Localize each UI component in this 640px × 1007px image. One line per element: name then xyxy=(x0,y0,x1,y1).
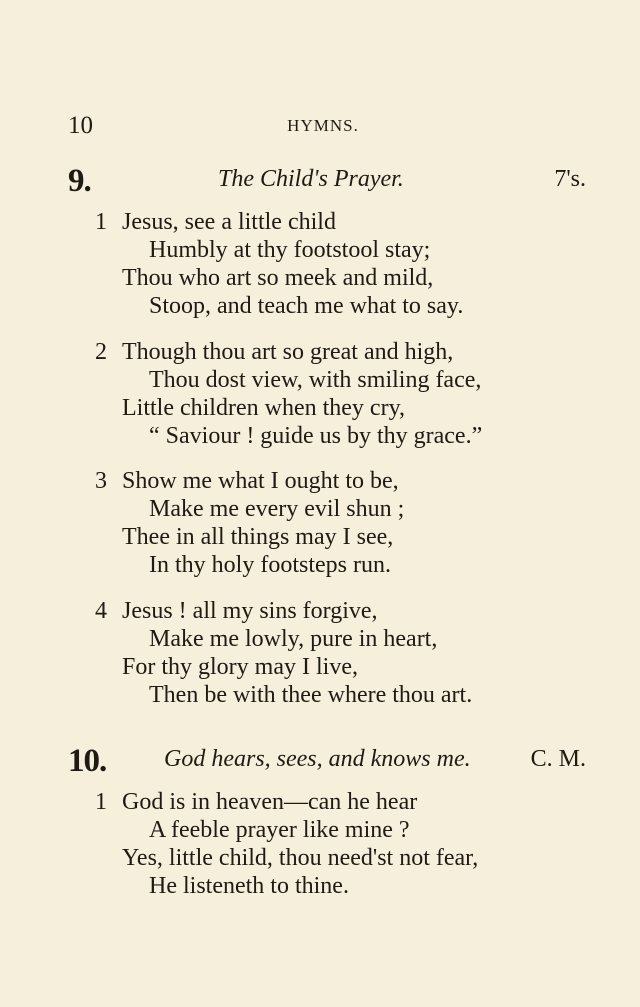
verse-line-text: For thy glory may I live, xyxy=(122,654,358,680)
verse-line xyxy=(95,844,555,872)
verse-line xyxy=(95,208,555,236)
verse-line-text: He listeneth to thine. xyxy=(149,873,349,899)
verse-line xyxy=(95,292,555,320)
verse-line-text: A feeble prayer like mine ? xyxy=(149,817,410,843)
hymn-title: God hears, sees, and knows me. xyxy=(164,746,471,772)
verse-number: 4 xyxy=(95,598,107,624)
verse-line xyxy=(95,523,555,551)
verse-line-text: Thou dost view, with smiling face, xyxy=(149,367,482,393)
hymn-number: 9. xyxy=(68,163,91,199)
verse-number: 2 xyxy=(95,339,107,365)
page-number: 10 xyxy=(68,112,93,139)
verse-line-text: In thy holy footsteps run. xyxy=(149,552,391,578)
verse-number: 1 xyxy=(95,789,107,815)
verse-line-text: Yes, little child, thou need'st not fear, xyxy=(122,845,479,871)
verse-line xyxy=(95,551,555,579)
verse-line-text: Make me lowly, pure in heart, xyxy=(149,626,438,652)
running-head xyxy=(68,112,578,142)
verse-number: 1 xyxy=(95,209,107,235)
verse-line xyxy=(95,394,555,422)
verse-line-text: “ Saviour ! guide us by thy grace.” xyxy=(149,423,483,449)
verse-line xyxy=(95,422,555,450)
hymn-9-stanza-4 xyxy=(95,597,555,709)
hymn-10-header xyxy=(68,743,586,783)
verse-number: 3 xyxy=(95,468,107,494)
verse-line xyxy=(95,872,555,900)
verse-line-text: God is in heaven—can he hear xyxy=(122,789,418,815)
verse-line xyxy=(95,338,555,366)
verse-line xyxy=(95,366,555,394)
hymn-9-stanza-1 xyxy=(95,208,555,320)
verse-line-text: Make me every evil shun ; xyxy=(149,496,405,522)
verse-line xyxy=(95,653,555,681)
verse-line-text: Thee in all things may I see, xyxy=(122,524,394,550)
verse-line-text: Though thou art so great and high, xyxy=(122,339,454,365)
verse-line-text: Little children when they cry, xyxy=(122,395,406,421)
verse-line xyxy=(95,816,555,844)
hymn-meter: 7's. xyxy=(554,166,586,192)
hymn-title: The Child's Prayer. xyxy=(218,166,404,192)
hymn-10-stanza-1 xyxy=(95,788,555,900)
hymn-meter: C. M. xyxy=(530,746,586,772)
verse-line-text: Then be with thee where thou art. xyxy=(149,682,473,708)
verse-line xyxy=(95,467,555,495)
hymn-9-stanza-3 xyxy=(95,467,555,579)
verse-line-text: Humbly at thy footstool stay; xyxy=(149,237,431,263)
hymn-number: 10. xyxy=(68,743,107,779)
verse-line-text: Show me what I ought to be, xyxy=(122,468,399,494)
verse-line-text: Jesus ! all my sins forgive, xyxy=(122,598,378,624)
verse-line xyxy=(95,264,555,292)
verse-line xyxy=(95,625,555,653)
verse-line-text: Jesus, see a little child xyxy=(122,209,336,235)
verse-line-text: Thou who art so meek and mild, xyxy=(122,265,434,291)
verse-line xyxy=(95,495,555,523)
running-title: HYMNS. xyxy=(287,116,359,135)
verse-line-text: Stoop, and teach me what to say. xyxy=(149,293,464,319)
verse-line xyxy=(95,236,555,264)
hymn-9-stanza-2 xyxy=(95,338,555,450)
verse-line xyxy=(95,681,555,709)
verse-line xyxy=(95,788,555,816)
verse-line xyxy=(95,597,555,625)
hymn-9-header xyxy=(68,163,586,203)
